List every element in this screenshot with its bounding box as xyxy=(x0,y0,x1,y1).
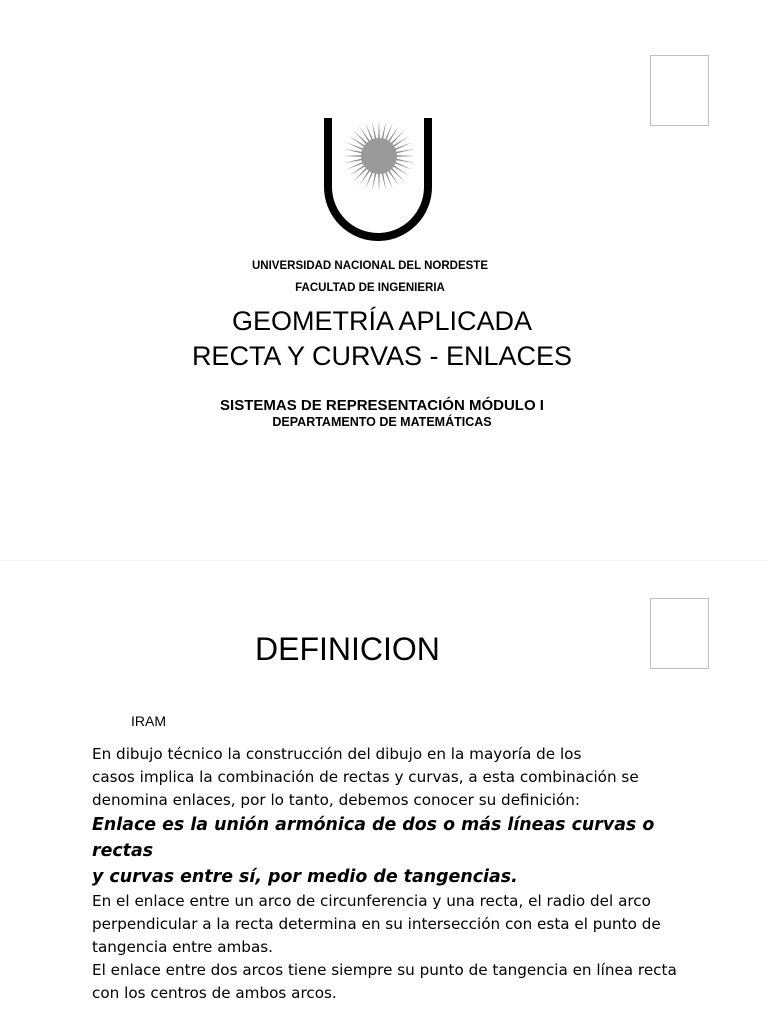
subject-name: SISTEMAS DE REPRESENTACIÓN MÓDULO I xyxy=(220,397,544,414)
university-logo-icon xyxy=(318,115,438,247)
body-line: tangencia entre ambas. xyxy=(92,938,273,956)
corner-box xyxy=(650,598,709,669)
section-heading: DEFINICION xyxy=(255,631,440,667)
faculty-name: FACULTAD DE INGENIERIA xyxy=(295,282,445,294)
definition-statement: Enlace es la unión armónica de dos o más líneas curvas o rectas xyxy=(92,815,655,861)
definition-statement: y curvas entre sí, por medio de tangencias. xyxy=(92,867,518,887)
department-name: DEPARTAMENTO DE MATEMÁTICAS xyxy=(272,415,492,429)
body-line: con los centros de ambos arcos. xyxy=(92,984,337,1002)
body-line: En dibujo técnico la construcción del dibujo en la mayoría de los xyxy=(92,745,582,763)
body-line: perpendicular a la recta determina en su intersección con esta el punto de xyxy=(92,915,661,933)
definition-body xyxy=(92,743,702,1005)
note-label: IRAM xyxy=(131,713,166,729)
body-line: El enlace entre dos arcos tiene siempre su punto de tangencia en línea recta xyxy=(92,961,677,979)
body-line: casos implica la combinación de rectas y curvas, a esta combinación se xyxy=(92,768,639,786)
university-name: UNIVERSIDAD NACIONAL DEL NORDESTE xyxy=(252,260,488,272)
document-subtitle: RECTA Y CURVAS - ENLACES xyxy=(191,341,573,371)
body-line: En el enlace entre un arco de circunferencia y una recta, el radio del arco xyxy=(92,892,651,910)
document-title: GEOMETRÍA APLICADA xyxy=(231,306,533,336)
body-line: denomina enlaces, por lo tanto, debemos conocer su definición: xyxy=(92,791,581,809)
corner-box xyxy=(650,55,709,126)
